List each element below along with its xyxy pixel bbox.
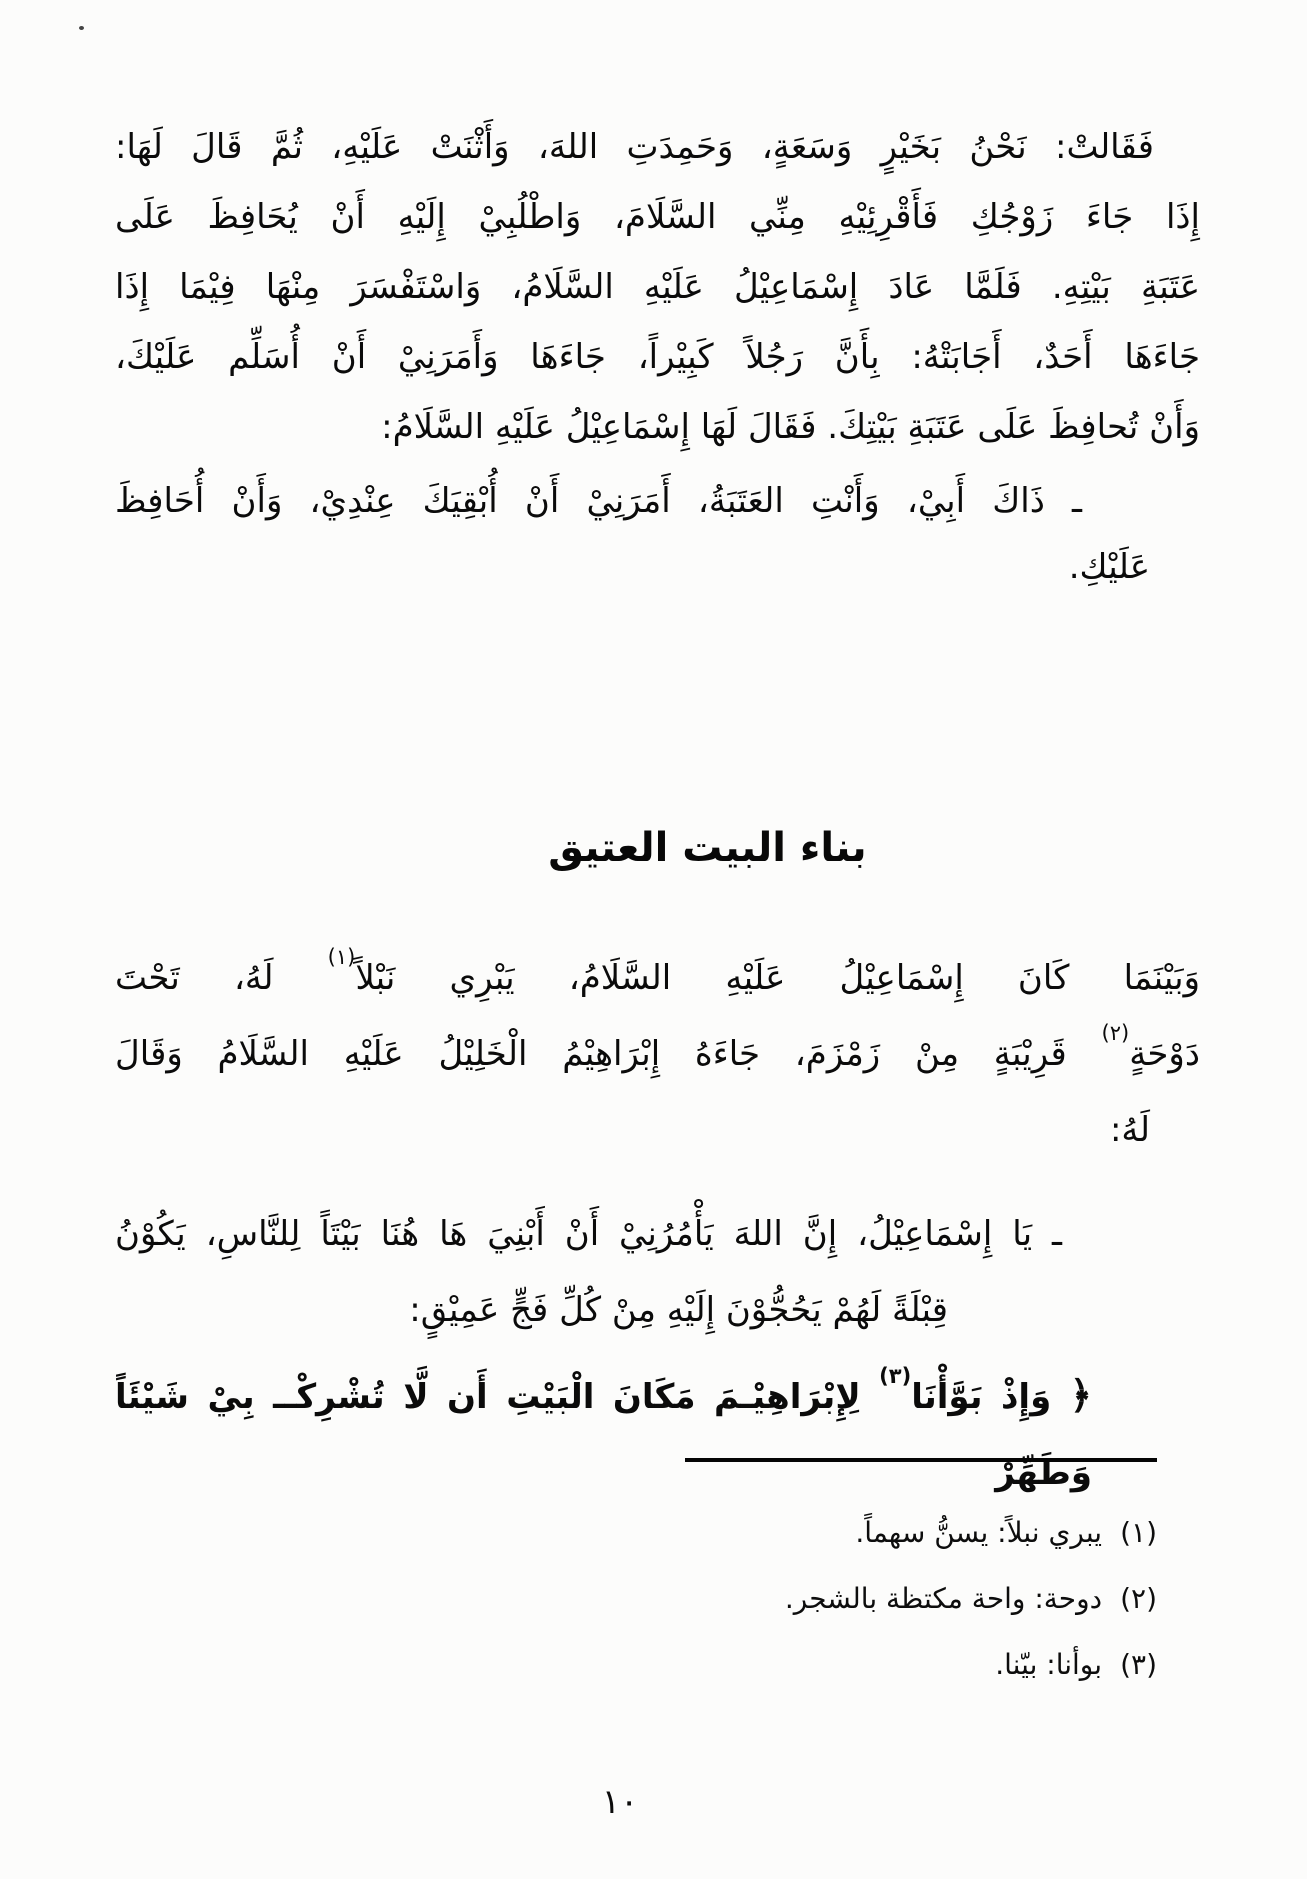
body-line: فَقَالتْ: نَحْنُ بَخَيْرٍ وَسَعَةٍ، وَحَمِدَتِ اللهَ، وَأَثْنَتْ عَلَيْهِ، ثُمَّ قَالَ لَهَا: [115, 127, 1154, 167]
body-line: لَهُ: [1109, 1110, 1150, 1150]
body-line: إِذَا جَاءَ زَوْجُكِ فَأَقْرِئِيْهِ مِنِّي السَّلَامَ، وَاطْلُبِيْ إِلَيْهِ أَنْ يُحَافِظَ عَلَى [115, 197, 1200, 237]
quran-verse-line [115, 1357, 1200, 1511]
dialogue-line: عَلَيْكِ. [1068, 547, 1150, 587]
footnote-row [115, 1632, 1157, 1698]
body-line: جَاءَهَا أَحَدٌ، أَجَابَتْهُ: بِأَنَّ رَجُلاً كَبِيْراً، جَاءَهَا وَأَمَرَنِيْ أَنْ أُسَلِّم عَلَيْكَ، [115, 337, 1200, 377]
body-line [115, 940, 1200, 1016]
body-line [115, 1016, 1200, 1092]
footnote-marker: (١) [1120, 1516, 1157, 1549]
dialogue-line: ـ ذَاكَ أَبِيْ، وَأَنْتِ العَتَبَةُ، أَمَرَنِيْ أَنْ أُبْقِيَكَ عِنْدِيْ، وَأَنْ أُحَافِظَ [115, 481, 1082, 521]
dialogue-line: قِبْلَةً لَهُمْ يَحُجُّوْنَ إِلَيْهِ مِنْ كُلِّ فَجٍّ عَمِيْقٍ: [409, 1290, 948, 1330]
footnote-row [115, 1500, 1157, 1566]
footnote-text: بوأنا: بيّنا. [995, 1648, 1103, 1681]
body-text-segment: دَوْحَةٍ [1129, 1034, 1200, 1074]
body-text-segment: قَرِيْبَةٍ مِنْ زَمْزَمَ، جَاءَهُ إِبْرَاهِيْمُ الْخَلِيْلُ عَلَيْهِ السَّلَامُ وَقَالَ [115, 1034, 1102, 1074]
footnote-ref-3: (٣) [879, 1363, 912, 1388]
page-number: ١٠ [601, 1782, 639, 1822]
paragraph-building-intro [115, 940, 1200, 1168]
body-text-segment: وَبَيْنَمَا كَانَ إِسْمَاعِيْلُ عَلَيْهِ السَّلَامُ، يَبْرِي نَبْلاً [355, 958, 1200, 998]
verse-text-segment: لِإِبْرَاهِيْـمَ مَكَانَ الْبَيْتِ أَن لَّا تُشْرِكْــ بِيْ شَيْئَاً وَطَهِّرْ [115, 1377, 1092, 1493]
footnote-separator [685, 1458, 1157, 1462]
footnote-text: دوحة: واحة مكتظة بالشجر. [784, 1582, 1103, 1615]
footnote-text: يبري نبلاً: يسنُّ سهماً. [855, 1516, 1103, 1549]
dialogue-ibrahim-command [115, 1196, 1200, 1348]
footnote-row [115, 1566, 1157, 1632]
dialogue-line: ـ يَا إِسْمَاعِيْلُ، إِنَّ اللهَ يَأْمُرُنِيْ أَنْ أَبْنِيَ هَا هُنَا بَيْتَاً لِلنَّاسِ، يَكُوْنُ [115, 1214, 1062, 1254]
quran-bracket-ornament: ﴿ [1069, 1373, 1092, 1417]
body-line: عَتَبَةِ بَيْتِهِ. فَلَمَّا عَادَ إِسْمَاعِيْلُ عَلَيْهِ السَّلَامُ، وَاسْتَفْسَرَ مِنْهَا فِيْمَا إِذَا [115, 267, 1200, 307]
body-text-segment: لَهُ، تَحْتَ [115, 958, 328, 998]
paragraph-hajar-story [115, 112, 1200, 462]
footnote-marker: (٢) [1120, 1582, 1157, 1615]
scan-speck [79, 26, 84, 30]
section-heading-block [115, 812, 1250, 884]
footnote-ref-1: (١) [327, 944, 356, 969]
footnote-marker: (٣) [1120, 1648, 1157, 1681]
dialogue-ismail-reply [115, 468, 1200, 600]
quran-verse-block [115, 1357, 1200, 1511]
footnotes-block [115, 1500, 1157, 1698]
section-heading: بناء البيت العتيق [548, 825, 867, 871]
footnote-ref-2: (٢) [1101, 1020, 1130, 1045]
verse-text-segment: وَإِذْ بَوَّأْنَا [911, 1377, 1070, 1417]
body-line: وَأَنْ تُحافِظَ عَلَى عَتَبَةِ بَيْتِكَ. فَقَالَ لَهَا إِسْمَاعِيْلُ عَلَيْهِ السَّلَامُ: [381, 407, 1200, 447]
